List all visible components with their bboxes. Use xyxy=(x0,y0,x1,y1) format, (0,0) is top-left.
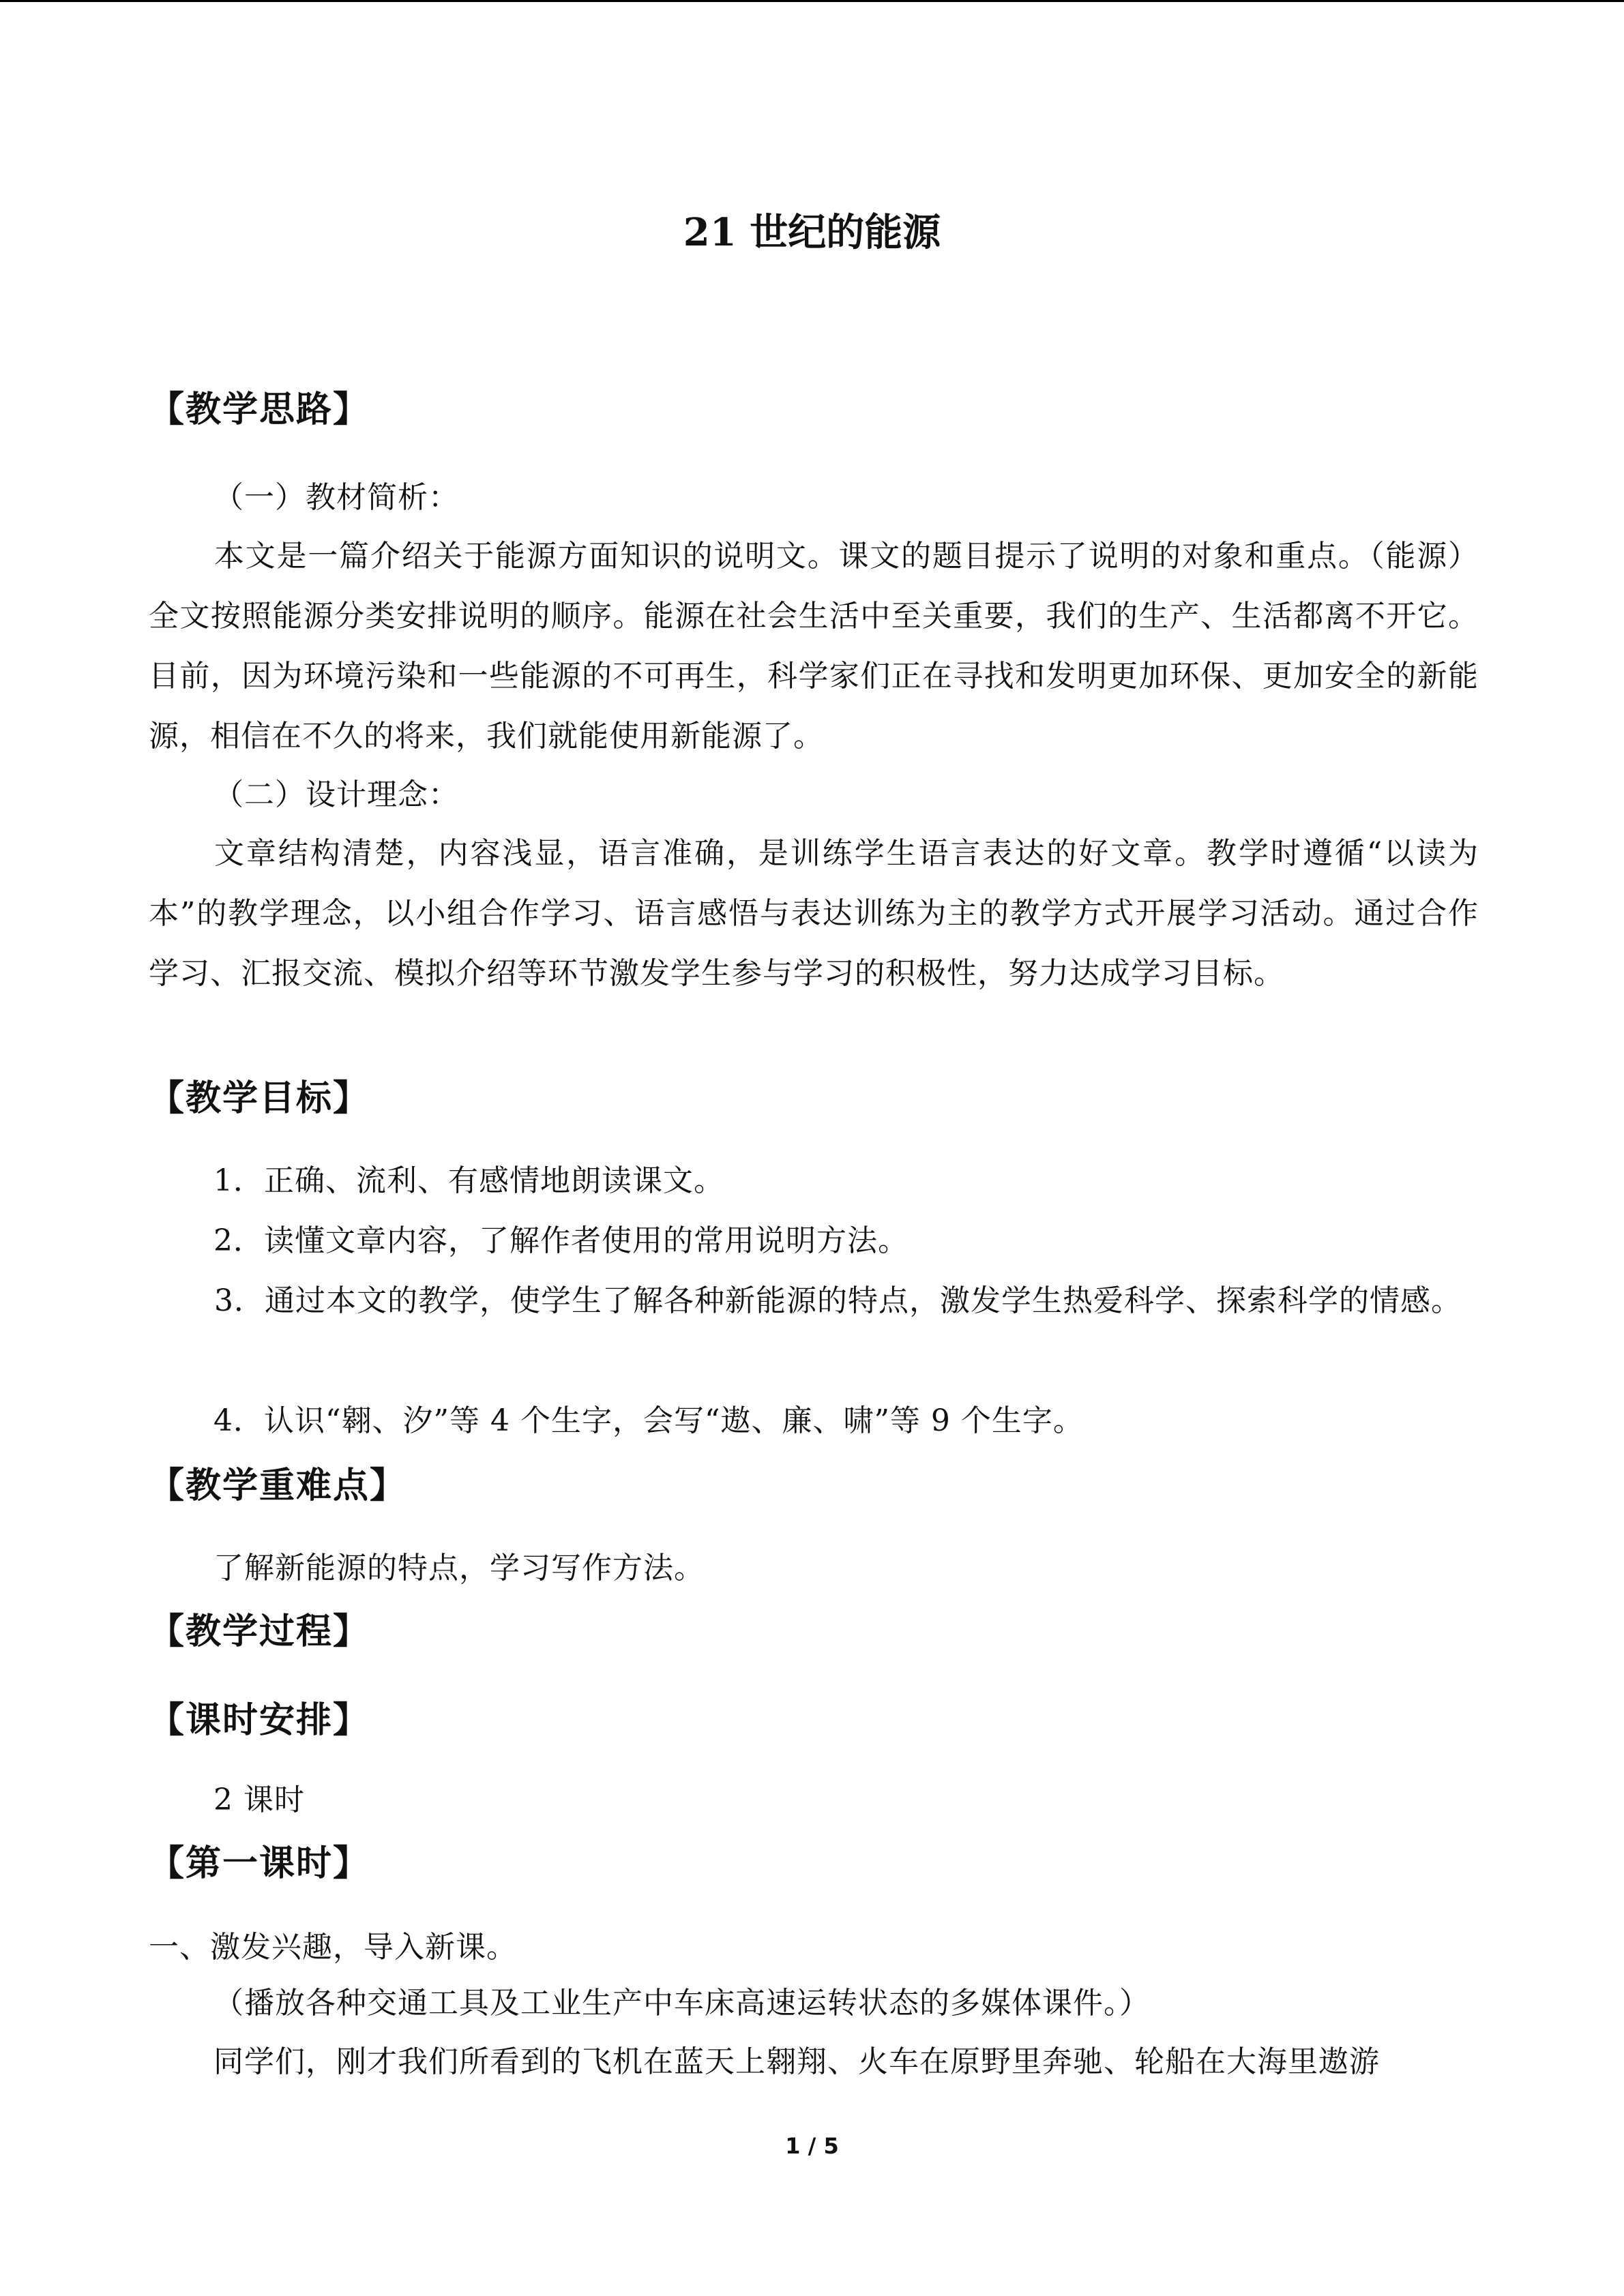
goal-item: 2．读懂文章内容，了解作者使用的常用说明方法。 xyxy=(213,1223,909,1258)
heading-teaching-goals: 【教学目标】 xyxy=(149,1077,370,1119)
goal-item: 1．正确、流利、有感情地朗读课文。 xyxy=(213,1163,724,1198)
page-number: 1 / 5 xyxy=(785,2133,839,2159)
document-title: 21 世纪的能源 xyxy=(683,210,941,255)
heading-teaching-approach: 【教学思路】 xyxy=(149,389,370,430)
goal-item: 4．认识“翱、汐”等 4 个生字，会写“遨、廉、啸”等 9 个生字。 xyxy=(213,1403,1084,1438)
heading-key-difficult-points: 【教学重难点】 xyxy=(149,1465,407,1506)
step-one-text: 同学们，刚才我们所看到的飞机在蓝天上翱翔、火车在原野里奔驰、轮船在大海里遨游 xyxy=(213,2044,1380,2079)
subheading-design-concept: （二）设计理念： xyxy=(213,777,459,812)
paragraph-lesson-count: 2 课时 xyxy=(213,1783,305,1817)
goal-item: 3．通过本文的教学，使学生了解各种新能源的特点，激发学生热爱科学、探索科学的情感。 xyxy=(214,1283,1462,1318)
paragraph-key-points: 了解新能源的特点，学习写作方法。 xyxy=(213,1551,705,1585)
paragraph-design-concept: 文章结构清楚，内容浅显，语言准确，是训练学生语言表达的好文章。教学时遵循“以读为本”的教学理念，以小组合作学习、语言感悟与表达训练为主的教学方式开展学习活动。通过合作学习、汇报交流、模拟介绍等环节激发学生参与学习的积极性，努力达成学习目标。 xyxy=(149,836,1479,991)
step-one-title: 一、激发兴趣，导入新课。 xyxy=(149,1930,517,1965)
page-top-border xyxy=(0,0,1624,2)
heading-lesson-schedule: 【课时安排】 xyxy=(149,1699,370,1741)
heading-teaching-process: 【教学过程】 xyxy=(149,1611,370,1652)
step-one-note: （播放各种交通工具及工业生产中车床高速运转状态的多媒体课件。） xyxy=(213,1986,1150,2021)
subheading-material-analysis: （一）教材简析： xyxy=(213,480,459,515)
paragraph-material-analysis: 本文是一篇介绍关于能源方面知识的说明文。课文的题目提示了说明的对象和重点。（能源）全文按照能源分类安排说明的顺序。能源在社会生活中至关重要，我们的生产、生活都离不开它。目前，因为环境污染和一些能源的不可再生，科学家们正在寻找和发明更加环保、更加安全的新能源，相信在不久的将来，我们就能使用新能源了。 xyxy=(149,539,1479,754)
heading-first-lesson: 【第一课时】 xyxy=(149,1843,370,1884)
